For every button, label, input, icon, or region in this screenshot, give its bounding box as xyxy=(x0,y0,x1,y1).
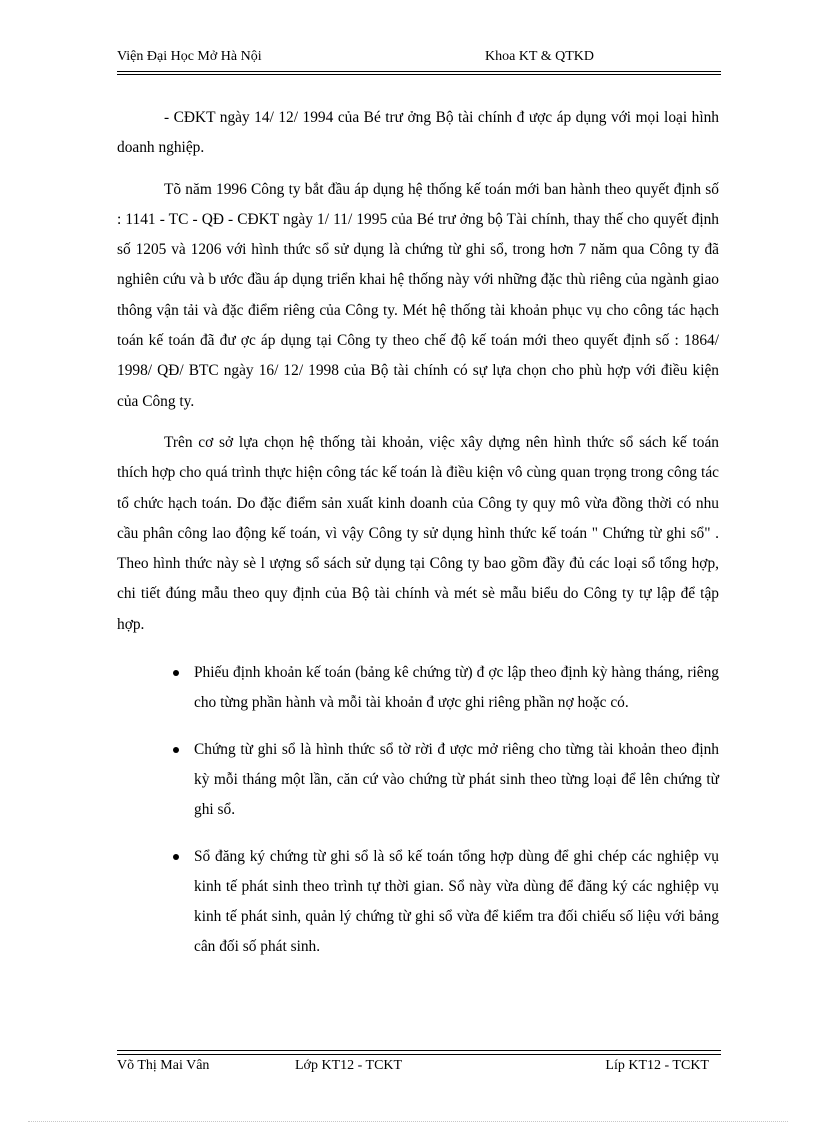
paragraph-2: Tõ năm 1996 Công ty bắt đầu áp dụng hệ thống kế toán mới ban hành theo quyết định số : 1141 - TC - QĐ - CĐKT ngày 1/ 11/ 1995 của Bé trư ởng bộ Tài chính, thay thế cho quyết định số 1205 và 1206 với hình thức sổ sử dụng là chứng từ ghi sổ, trong hơn 7 năm qua Công ty đã nghiên cứu và b ước đầu áp dụng triển khai hệ thống này với những đặc thù riêng của ngành giao thông vận tải và đặc điểm riêng của Công ty. Mét hệ thống tài khoản phục vụ cho công tác hạch toán kế toán đã đư ợc áp dụng tại Công ty theo chế độ kế toán mới theo quyết định số : 1864/ 1998/ QĐ/ BTC ngày 16/ 12/ 1998 của Bộ tài chính có sự lựa chọn cho phù hợp với điều kiện của Công ty. xyxy=(117,180,719,410)
bullet-icon xyxy=(173,670,179,676)
bullet-icon xyxy=(173,747,179,753)
bullet-list xyxy=(117,658,719,963)
header-faculty: Khoa KT & QTKD xyxy=(485,49,595,64)
page-header xyxy=(117,49,721,69)
header-institution: Viện Đại Học Mở Hà Nội xyxy=(117,49,262,64)
paragraph-1: - CĐKT ngày 14/ 12/ 1994 của Bé trư ởng Bộ tài chính đ ược áp dụng với mọi loại hình doanh nghiệp. xyxy=(117,109,719,157)
bullet-text-2: Chứng từ ghi sổ là hình thức sổ tờ rời đ ược mở riêng cho từng tài khoản theo định kỳ mỗi tháng một lần, căn cứ vào chứng từ phát sinh theo từng loại để lên chứng từ ghi sổ. xyxy=(194,740,719,819)
page-edge-divider xyxy=(28,1121,788,1122)
page-footer xyxy=(117,1058,721,1078)
bullet-text-3: Sổ đăng ký chứng từ ghi sổ là sổ kế toán tổng hợp dùng để ghi chép các nghiệp vụ kinh tế phát sinh theo trình tự thời gian. Sổ này vừa dùng để đăng ký các nghiệp vụ kinh tế phát sinh, quản lý chứng từ ghi sổ vừa để kiểm tra đối chiếu số liệu với bảng cân đối số phát sinh. xyxy=(194,847,719,956)
bullet-item-1 xyxy=(117,658,719,719)
bullet-item-2 xyxy=(117,735,719,826)
paragraph-3: Trên cơ sở lựa chọn hệ thống tài khoản, việc xây dựng nên hình thức sổ sách kế toán thích hợp cho quá trình thực hiện công tác kế toán là điều kiện vô cùng quan trọng trong công tác tổ chức hạch toán. Do đặc điểm sản xuất kinh doanh của Công ty quy mô vừa đồng thời có nhu cầu phân công lao động kế toán, vì vậy Công ty sử dụng hình thức kế toán " Chứng từ ghi sổ" . Theo hình thức này sè l ượng sổ sách sử dụng tại Công ty bao gồm đầy đủ các loại sổ tổng hợp, chi tiết đúng mẫu theo quy định của Bộ tài chính và mét sè mẫu biểu do Công ty tự lập để tập hợp. xyxy=(117,433,719,633)
footer-rule-bottom xyxy=(117,1054,721,1055)
header-rule-bottom xyxy=(117,74,721,75)
bullet-icon xyxy=(173,854,179,860)
footer-rule-top xyxy=(117,1050,721,1051)
footer-author: Võ Thị Mai Vân xyxy=(117,1058,210,1073)
bullet-text-1: Phiếu định khoản kế toán (bảng kê chứng từ) đ ợc lập theo định kỳ hàng tháng, riêng cho từng phần hành và mỗi tài khoản đ ược ghi riêng phần nợ hoặc có. xyxy=(194,664,719,712)
footer-class-left: Lớp KT12 - TCKT xyxy=(295,1058,403,1073)
footer-class-right: Líp KT12 - TCKT xyxy=(605,1058,709,1073)
document-body xyxy=(117,103,719,979)
bullet-item-3 xyxy=(117,842,719,963)
header-rule-top xyxy=(117,71,721,72)
